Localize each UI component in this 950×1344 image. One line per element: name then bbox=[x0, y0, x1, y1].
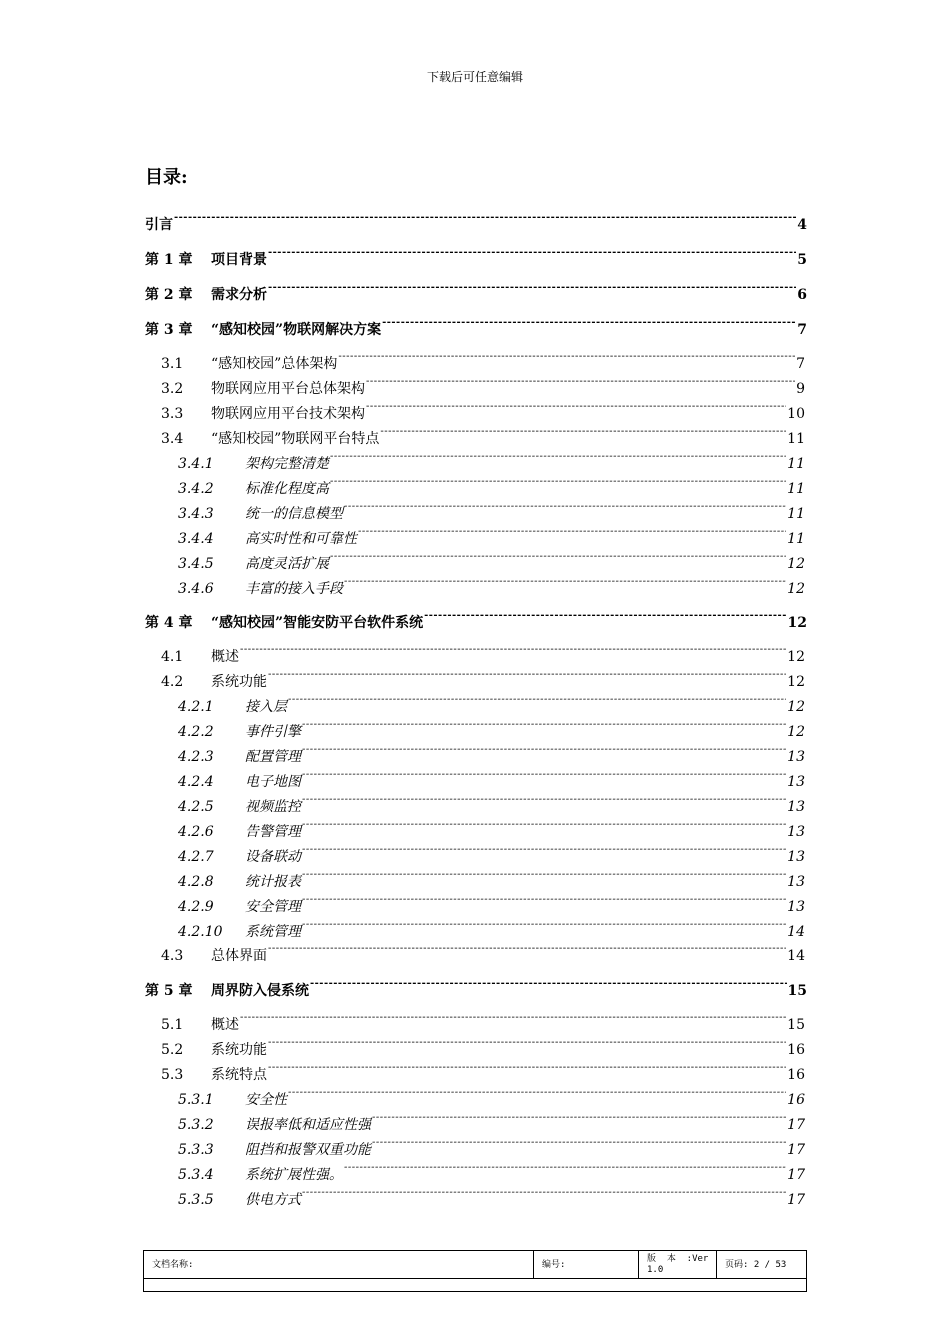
toc-entry-label: 系统管理 bbox=[245, 924, 301, 940]
toc-entry-label: 概述 bbox=[211, 1017, 239, 1033]
toc-entry-number: 3.4.2 bbox=[178, 481, 214, 497]
toc-entry-page: 13 bbox=[787, 849, 805, 865]
toc-entry[interactable] bbox=[145, 973, 807, 999]
toc-entry-page: 5 bbox=[797, 252, 807, 268]
toc-entry[interactable] bbox=[145, 277, 807, 303]
document-footer bbox=[143, 1250, 807, 1292]
toc-leader-dashes bbox=[302, 789, 786, 811]
toc-entry-number: 4.2.4 bbox=[178, 774, 214, 790]
toc-entry-number: 4.2 bbox=[161, 674, 184, 690]
toc-leader-dashes bbox=[330, 471, 786, 493]
toc-entry[interactable] bbox=[161, 1032, 805, 1058]
toc-entry-number: 5.3.1 bbox=[178, 1092, 214, 1108]
toc-entry[interactable] bbox=[145, 242, 807, 268]
toc-entry-label: 概述 bbox=[211, 649, 239, 665]
toc-leader-dashes bbox=[382, 312, 796, 334]
toc-entry-number: 3.4.1 bbox=[178, 456, 214, 472]
toc-entry-page: 12 bbox=[787, 615, 807, 631]
toc-entry-number: 3.3 bbox=[161, 406, 184, 422]
toc-entry-page: 16 bbox=[787, 1092, 805, 1108]
toc-leader-dashes bbox=[302, 739, 786, 761]
toc-entry-page: 11 bbox=[787, 456, 805, 472]
toc-entry-number: 3.4.3 bbox=[178, 506, 214, 522]
toc-entry-page: 10 bbox=[787, 406, 805, 422]
toc-entry-number: 4.2.10 bbox=[178, 924, 223, 940]
toc-entry-label: 物联网应用平台总体架构 bbox=[211, 381, 365, 397]
toc-entry-label: 安全性 bbox=[245, 1092, 287, 1108]
toc-leader-dashes bbox=[344, 496, 786, 518]
toc-entry-page: 11 bbox=[787, 531, 805, 547]
toc-entry[interactable] bbox=[178, 714, 805, 740]
toc-entry-number: 3.4.6 bbox=[178, 581, 214, 597]
toc-entry-page: 13 bbox=[787, 749, 805, 765]
toc-entry-number: 3.4.5 bbox=[178, 556, 214, 572]
toc-leader-dashes bbox=[330, 446, 786, 468]
toc-leader-dashes bbox=[372, 1132, 786, 1154]
toc-entry-page: 17 bbox=[787, 1167, 805, 1183]
toc-entry-number: 5.3 bbox=[161, 1067, 184, 1083]
toc-entry-page: 11 bbox=[787, 506, 805, 522]
toc-entry-number: 4.2.2 bbox=[178, 724, 214, 740]
toc-leader-dashes bbox=[268, 277, 796, 299]
toc-entry-label: “感知校园”物联网平台特点 bbox=[211, 431, 380, 447]
toc-leader-dashes bbox=[268, 664, 786, 686]
toc-entry-page: 14 bbox=[787, 948, 805, 964]
toc-title: 目录: bbox=[145, 167, 188, 188]
toc-entry-page: 7 bbox=[797, 322, 807, 338]
toc-entry-label: 告警管理 bbox=[245, 824, 301, 840]
toc-entry[interactable] bbox=[145, 605, 807, 631]
toc-leader-dashes bbox=[302, 764, 786, 786]
toc-leader-dashes bbox=[330, 546, 786, 568]
toc-entry-label: 设备联动 bbox=[245, 849, 301, 865]
toc-entry-number: 5.3.2 bbox=[178, 1117, 214, 1133]
toc-entry[interactable] bbox=[178, 546, 805, 572]
toc-entry[interactable] bbox=[145, 312, 807, 338]
toc-entry-number: 5.3.4 bbox=[178, 1167, 214, 1183]
toc-leader-dashes bbox=[344, 571, 786, 593]
toc-entry-page: 9 bbox=[796, 381, 805, 397]
toc-entry-page: 12 bbox=[787, 674, 805, 690]
doc-name-label: 文档名称: bbox=[152, 1260, 194, 1270]
toc-entry-label: 系统特点 bbox=[211, 1067, 267, 1083]
toc-entry[interactable] bbox=[178, 471, 805, 497]
toc-leader-dashes bbox=[268, 1057, 786, 1079]
toc-entry-number: 4.2.7 bbox=[178, 849, 214, 865]
toc-entry-label: 需求分析 bbox=[211, 287, 267, 303]
toc-leader-dashes bbox=[366, 371, 795, 393]
toc-entry-page: 13 bbox=[787, 899, 805, 915]
toc-entry-number: 第 2 章 bbox=[145, 287, 193, 303]
toc-entry-page: 15 bbox=[787, 1017, 805, 1033]
toc-entry-number: 第 4 章 bbox=[145, 615, 193, 631]
toc-entry-number: 4.2.9 bbox=[178, 899, 214, 915]
toc-entry[interactable] bbox=[161, 371, 805, 397]
toc-entry[interactable] bbox=[178, 1107, 805, 1133]
toc-entry-number: 4.2.1 bbox=[178, 699, 214, 715]
page-label: 页码: 2 / 53 bbox=[716, 1251, 808, 1278]
toc-entry[interactable] bbox=[178, 446, 805, 472]
toc-entry[interactable] bbox=[178, 571, 805, 597]
toc-entry[interactable] bbox=[178, 914, 805, 940]
toc-entry-number: 5.3.5 bbox=[178, 1192, 214, 1208]
toc-entry-label: 标准化程度高 bbox=[245, 481, 329, 497]
toc-entry[interactable] bbox=[178, 1082, 805, 1108]
toc-entry-page: 16 bbox=[787, 1042, 805, 1058]
toc-entry-page: 11 bbox=[787, 481, 805, 497]
toc-entry-page: 12 bbox=[787, 556, 805, 572]
toc-entry[interactable] bbox=[178, 739, 805, 765]
toc-leader-dashes bbox=[302, 914, 786, 936]
toc-entry-number: 第 3 章 bbox=[145, 322, 193, 338]
toc-leader-dashes bbox=[366, 396, 786, 418]
toc-entry-number: 4.1 bbox=[161, 649, 184, 665]
version-cell bbox=[638, 1251, 716, 1278]
toc-leader-dashes bbox=[268, 1032, 786, 1054]
toc-entry-label: 系统功能 bbox=[211, 674, 267, 690]
toc-leader-dashes bbox=[358, 521, 786, 543]
toc-entry-page: 15 bbox=[787, 983, 807, 999]
toc-leader-dashes bbox=[302, 839, 786, 861]
toc-entry[interactable] bbox=[178, 689, 805, 715]
toc-entry-page: 13 bbox=[787, 799, 805, 815]
toc-entry-label: 供电方式 bbox=[245, 1192, 301, 1208]
toc-entry-label: 系统扩展性强。 bbox=[245, 1167, 343, 1183]
toc-entry-label: 阻挡和报警双重功能 bbox=[245, 1142, 371, 1158]
toc-entry-label: “感知校园”物联网解决方案 bbox=[211, 322, 382, 338]
footer-info-row bbox=[144, 1251, 806, 1279]
header-note: 下载后可任意编辑 bbox=[426, 70, 523, 84]
toc-entry-page: 7 bbox=[796, 356, 805, 372]
toc-entry[interactable] bbox=[161, 639, 805, 665]
toc-entry-label: 架构完整清楚 bbox=[245, 456, 329, 472]
toc-entry-label: 误报率低和适应性强 bbox=[245, 1117, 371, 1133]
toc-entry[interactable] bbox=[178, 521, 805, 547]
toc-entry[interactable] bbox=[161, 1057, 805, 1083]
toc-leader-dashes bbox=[302, 864, 786, 886]
toc-entry-number: 3.4.4 bbox=[178, 531, 214, 547]
toc-entry[interactable] bbox=[161, 396, 805, 422]
toc-leader-dashes bbox=[268, 242, 796, 264]
toc-entry-page: 14 bbox=[787, 924, 805, 940]
toc-entry[interactable] bbox=[178, 814, 805, 840]
version-line1: 版 本 :Ver bbox=[647, 1254, 709, 1264]
toc-entry-page: 17 bbox=[787, 1117, 805, 1133]
toc-entry[interactable] bbox=[178, 789, 805, 815]
toc-entry-page: 17 bbox=[787, 1142, 805, 1158]
toc-entry-page: 12 bbox=[787, 724, 805, 740]
toc-entry[interactable] bbox=[178, 1157, 805, 1183]
toc-entry-label: 事件引擎 bbox=[245, 724, 301, 740]
toc-entry-page: 13 bbox=[787, 774, 805, 790]
toc-entry-page: 13 bbox=[787, 874, 805, 890]
toc-entry-number: 第 5 章 bbox=[145, 983, 193, 999]
toc-entry-page: 4 bbox=[797, 217, 807, 233]
toc-leader-dashes bbox=[302, 889, 786, 911]
toc-entry-page: 13 bbox=[787, 824, 805, 840]
toc-entry[interactable] bbox=[178, 1132, 805, 1158]
toc-entry-label: 项目背景 bbox=[211, 252, 267, 268]
toc-entry-number: 4.2.8 bbox=[178, 874, 214, 890]
toc-entry[interactable] bbox=[161, 1007, 805, 1033]
toc-leader-dashes bbox=[288, 1082, 786, 1104]
toc-leader-dashes bbox=[310, 973, 787, 995]
toc-entry-page: 12 bbox=[787, 649, 805, 665]
toc-entry-label: 视频监控 bbox=[245, 799, 301, 815]
toc-entry-label: 配置管理 bbox=[245, 749, 301, 765]
toc-leader-dashes bbox=[380, 421, 786, 443]
toc-entry[interactable] bbox=[161, 938, 805, 964]
toc-entry-label: 接入层 bbox=[245, 699, 287, 715]
toc-entry-label: “感知校园”总体架构 bbox=[211, 356, 338, 372]
toc-leader-dashes bbox=[288, 689, 786, 711]
toc-entry-page: 11 bbox=[787, 431, 805, 447]
toc-leader-dashes bbox=[268, 938, 786, 960]
toc-entry-number: 第 1 章 bbox=[145, 252, 193, 268]
toc-entry-label: 高实时性和可靠性 bbox=[245, 531, 357, 547]
toc-entry-number: 4.2.3 bbox=[178, 749, 214, 765]
toc-entry-label: 引言 bbox=[145, 217, 173, 233]
toc-entry-label: “感知校园”智能安防平台软件系统 bbox=[211, 615, 424, 631]
toc-entry-number: 5.3.3 bbox=[178, 1142, 214, 1158]
toc-entry-label: 系统功能 bbox=[211, 1042, 267, 1058]
toc-entry-label: 总体界面 bbox=[211, 948, 267, 964]
number-label: 编号: bbox=[533, 1251, 638, 1278]
toc-entry[interactable] bbox=[178, 764, 805, 790]
toc-entry-label: 高度灵活扩展 bbox=[245, 556, 329, 572]
toc-entry[interactable] bbox=[178, 1182, 805, 1208]
toc-entry-label: 安全管理 bbox=[245, 899, 301, 915]
version-line2: 1.0 bbox=[647, 1265, 664, 1275]
toc-entry[interactable] bbox=[161, 664, 805, 690]
toc-entry[interactable] bbox=[161, 421, 805, 447]
toc-entry-page: 17 bbox=[787, 1192, 805, 1208]
toc-leader-dashes bbox=[302, 1182, 786, 1204]
toc-leader-dashes bbox=[424, 605, 786, 627]
toc-leader-dashes bbox=[372, 1107, 786, 1129]
toc-leader-dashes bbox=[240, 1007, 786, 1029]
toc-entry-number: 4.2.6 bbox=[178, 824, 214, 840]
toc-leader-dashes bbox=[302, 714, 786, 736]
toc-entry-number: 3.2 bbox=[161, 381, 184, 397]
toc-entry-label: 统一的信息模型 bbox=[245, 506, 343, 522]
toc-entry[interactable] bbox=[178, 839, 805, 865]
toc-entry-number: 5.2 bbox=[161, 1042, 184, 1058]
toc-leader-dashes bbox=[338, 346, 795, 368]
toc-entry-label: 周界防入侵系统 bbox=[211, 983, 309, 999]
toc-leader-dashes bbox=[302, 814, 786, 836]
toc-entry-label: 物联网应用平台技术架构 bbox=[211, 406, 365, 422]
toc-entry-number: 3.4 bbox=[161, 431, 184, 447]
toc-leader-dashes bbox=[344, 1157, 786, 1179]
toc-entry[interactable] bbox=[178, 864, 805, 890]
toc-entry-number: 4.2.5 bbox=[178, 799, 214, 815]
toc-entry-number: 4.3 bbox=[161, 948, 184, 964]
toc-entry-label: 统计报表 bbox=[245, 874, 301, 890]
toc-entry[interactable] bbox=[178, 496, 805, 522]
toc-entry-number: 5.1 bbox=[161, 1017, 184, 1033]
toc-entry-page: 12 bbox=[787, 699, 805, 715]
toc-leader-dashes bbox=[174, 207, 796, 229]
toc-entry[interactable] bbox=[145, 207, 807, 233]
toc-entry-page: 6 bbox=[797, 287, 807, 303]
toc-leader-dashes bbox=[240, 639, 786, 661]
toc-entry-label: 丰富的接入手段 bbox=[245, 581, 343, 597]
toc-entry-page: 16 bbox=[787, 1067, 805, 1083]
toc-entry-label: 电子地图 bbox=[245, 774, 301, 790]
toc-entry[interactable] bbox=[178, 889, 805, 915]
toc-entry-number: 3.1 bbox=[161, 356, 184, 372]
toc-entry[interactable] bbox=[161, 346, 805, 372]
toc-entry-page: 12 bbox=[787, 581, 805, 597]
